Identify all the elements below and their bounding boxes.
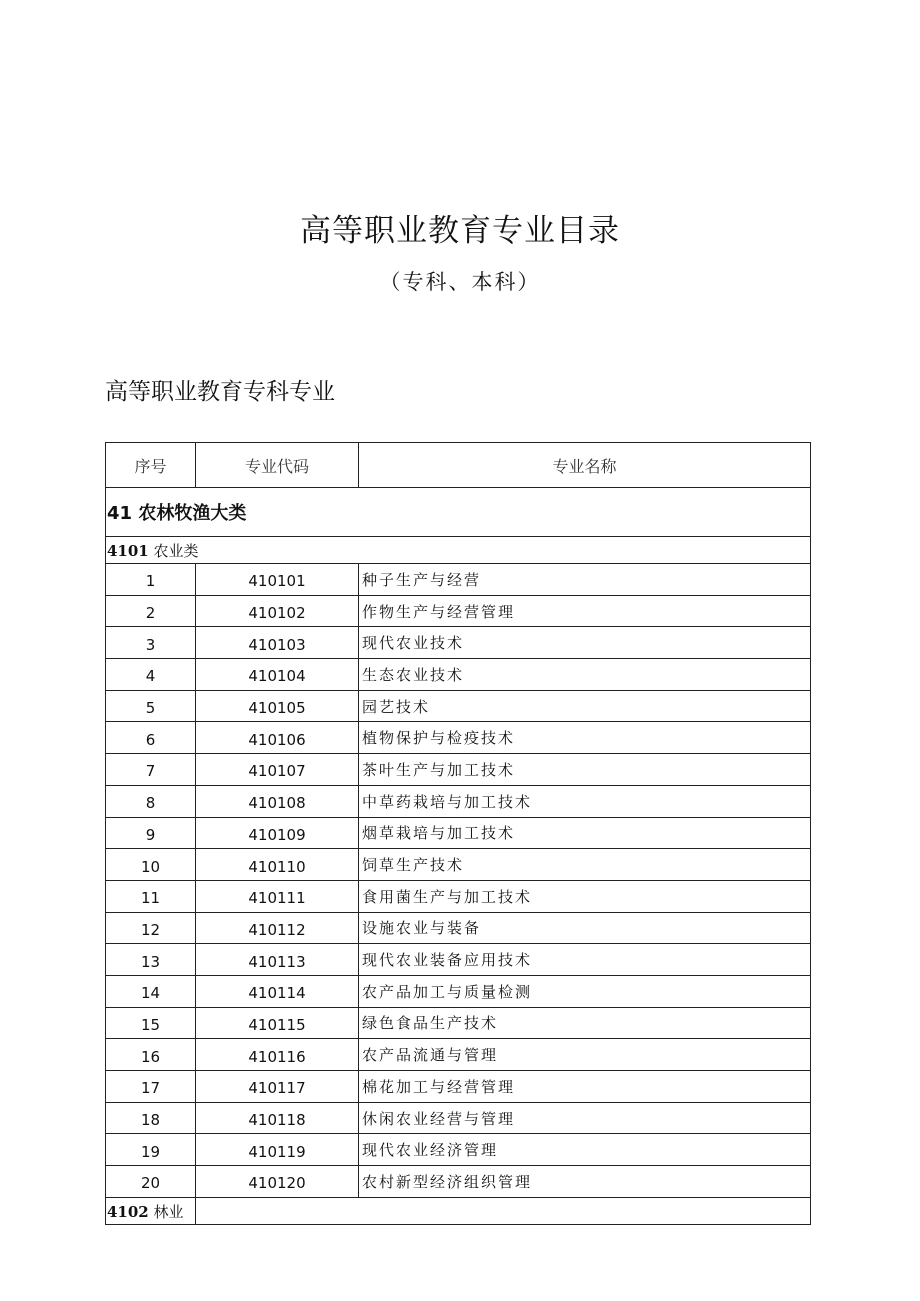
sub-category-code: 4101 — [107, 541, 149, 560]
row-code: 410112 — [196, 912, 359, 944]
row-code: 410118 — [196, 1102, 359, 1134]
row-code: 410102 — [196, 595, 359, 627]
big-category-label: 41 农林牧渔大类 — [106, 488, 811, 537]
table-row — [106, 1102, 811, 1134]
row-name: 植物保护与检疫技术 — [359, 722, 811, 754]
row-name: 作物生产与经营管理 — [359, 595, 811, 627]
row-name: 现代农业装备应用技术 — [359, 944, 811, 976]
row-code: 410116 — [196, 1039, 359, 1071]
row-code: 410101 — [196, 564, 359, 596]
row-code: 410103 — [196, 627, 359, 659]
major-catalog-table — [105, 442, 811, 1225]
sub-category-row — [106, 1197, 811, 1225]
row-name: 种子生产与经营 — [359, 564, 811, 596]
document-subtitle: （专科、本科） — [379, 270, 541, 294]
row-index: 3 — [106, 627, 196, 659]
row-index: 6 — [106, 722, 196, 754]
empty-cell — [196, 1197, 811, 1225]
row-index: 19 — [106, 1134, 196, 1166]
table-row — [106, 564, 811, 596]
row-index: 1 — [106, 564, 196, 596]
table-row — [106, 944, 811, 976]
table-row — [106, 595, 811, 627]
sub-category-row — [106, 537, 811, 564]
row-code: 410109 — [196, 817, 359, 849]
row-code: 410120 — [196, 1166, 359, 1198]
row-code: 410114 — [196, 975, 359, 1007]
table-row — [106, 1166, 811, 1198]
row-code: 410105 — [196, 690, 359, 722]
sub-category-label — [106, 1197, 196, 1225]
row-name: 现代农业经济管理 — [359, 1134, 811, 1166]
table-row — [106, 1039, 811, 1071]
row-name: 园艺技术 — [359, 690, 811, 722]
header-code: 专业代码 — [196, 443, 359, 488]
row-name: 休闲农业经营与管理 — [359, 1102, 811, 1134]
row-index: 13 — [106, 944, 196, 976]
row-index: 10 — [106, 849, 196, 881]
table-row — [106, 880, 811, 912]
table-row — [106, 722, 811, 754]
row-name: 农产品流通与管理 — [359, 1039, 811, 1071]
sub-category-name: 林业 — [153, 1202, 184, 1221]
table-row — [106, 912, 811, 944]
table-row — [106, 754, 811, 786]
row-index: 16 — [106, 1039, 196, 1071]
table-row — [106, 627, 811, 659]
row-name: 茶叶生产与加工技术 — [359, 754, 811, 786]
row-index: 11 — [106, 880, 196, 912]
row-index: 4 — [106, 659, 196, 691]
row-code: 410111 — [196, 880, 359, 912]
row-code: 410106 — [196, 722, 359, 754]
row-index: 7 — [106, 754, 196, 786]
table-row — [106, 1071, 811, 1103]
document-title: 高等职业教育专业目录 — [300, 213, 620, 249]
row-index: 8 — [106, 785, 196, 817]
row-code: 410113 — [196, 944, 359, 976]
sub-category-label — [106, 537, 811, 564]
section-title: 高等职业教育专科专业 — [105, 379, 335, 405]
table-row — [106, 975, 811, 1007]
sub-category-name: 农业类 — [153, 541, 199, 560]
row-name: 棉花加工与经营管理 — [359, 1071, 811, 1103]
header-name: 专业名称 — [359, 443, 811, 488]
row-name: 农村新型经济组织管理 — [359, 1166, 811, 1198]
table-row — [106, 1134, 811, 1166]
table-row — [106, 659, 811, 691]
row-name: 饲草生产技术 — [359, 849, 811, 881]
sub-category-code: 4102 — [107, 1202, 149, 1221]
row-code: 410108 — [196, 785, 359, 817]
header-index: 序号 — [106, 443, 196, 488]
row-name: 设施农业与装备 — [359, 912, 811, 944]
row-index: 20 — [106, 1166, 196, 1198]
row-code: 410119 — [196, 1134, 359, 1166]
row-name: 绿色食品生产技术 — [359, 1007, 811, 1039]
table-header-row — [106, 443, 811, 488]
table-row — [106, 849, 811, 881]
table-row — [106, 785, 811, 817]
row-index: 5 — [106, 690, 196, 722]
row-code: 410110 — [196, 849, 359, 881]
row-index: 17 — [106, 1071, 196, 1103]
row-name: 生态农业技术 — [359, 659, 811, 691]
row-name: 烟草栽培与加工技术 — [359, 817, 811, 849]
row-code: 410107 — [196, 754, 359, 786]
row-code: 410104 — [196, 659, 359, 691]
row-code: 410117 — [196, 1071, 359, 1103]
row-index: 12 — [106, 912, 196, 944]
row-index: 18 — [106, 1102, 196, 1134]
row-index: 14 — [106, 975, 196, 1007]
row-name: 中草药栽培与加工技术 — [359, 785, 811, 817]
table-row — [106, 1007, 811, 1039]
big-category-row — [106, 488, 811, 537]
row-name: 农产品加工与质量检测 — [359, 975, 811, 1007]
row-index: 2 — [106, 595, 196, 627]
table-row — [106, 690, 811, 722]
row-name: 现代农业技术 — [359, 627, 811, 659]
row-code: 410115 — [196, 1007, 359, 1039]
table-row — [106, 817, 811, 849]
row-name: 食用菌生产与加工技术 — [359, 880, 811, 912]
row-index: 15 — [106, 1007, 196, 1039]
row-index: 9 — [106, 817, 196, 849]
